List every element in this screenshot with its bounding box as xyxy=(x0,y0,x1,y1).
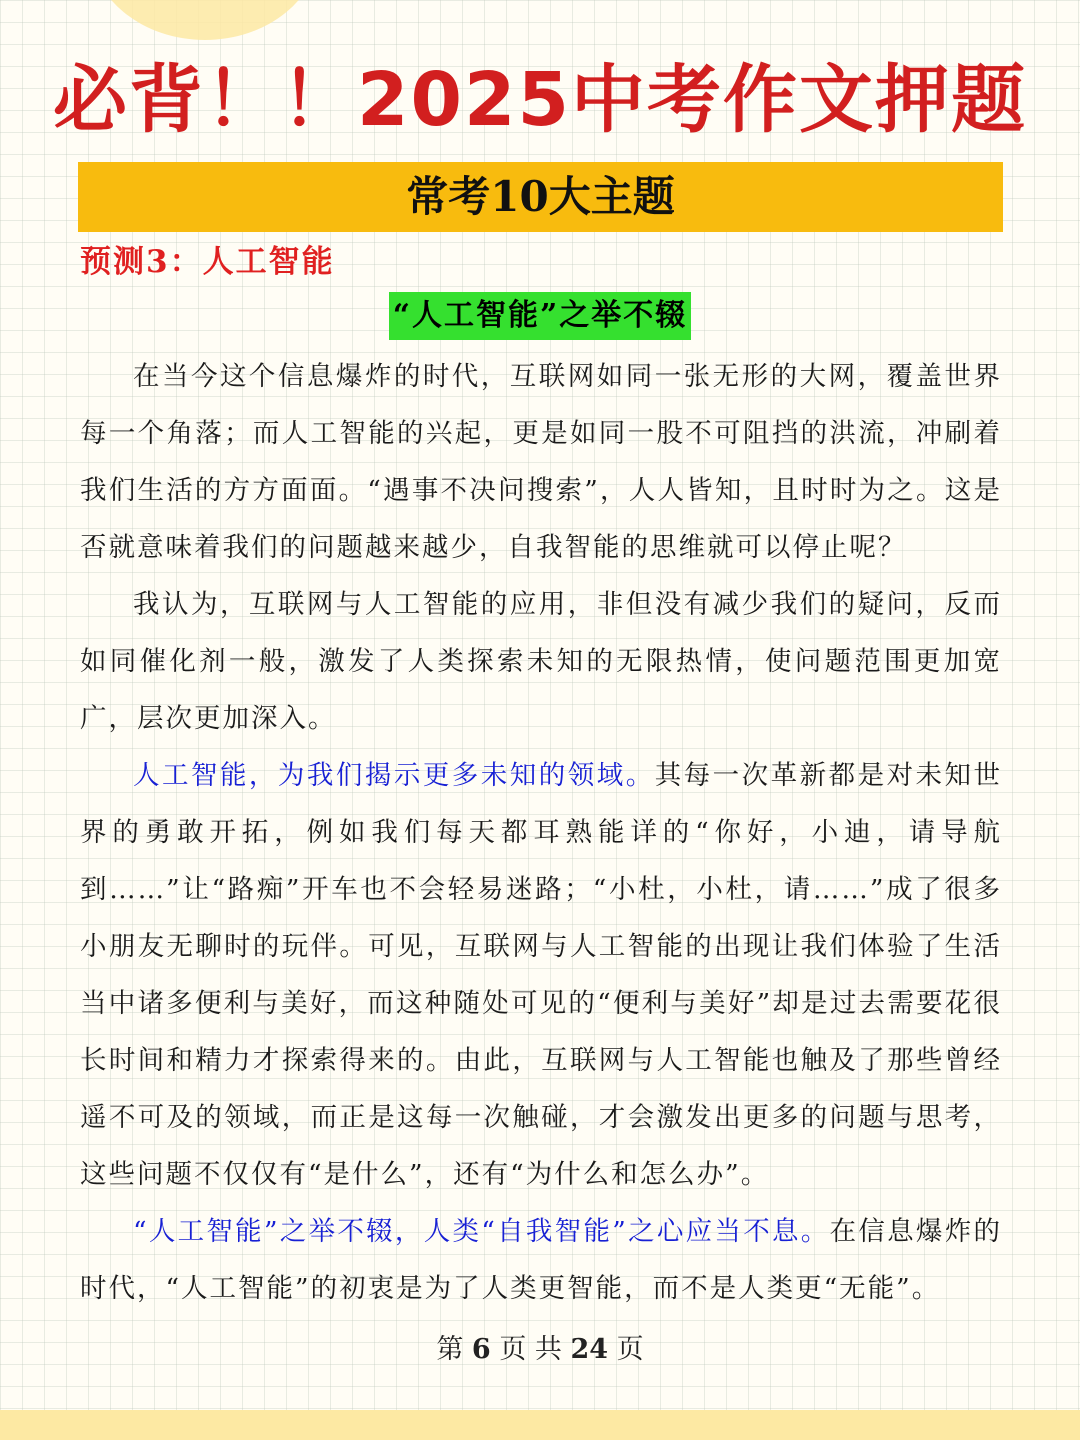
footer-total-pages: 24 xyxy=(570,1334,609,1365)
essay-body xyxy=(80,348,1002,1317)
footer-post: 页 xyxy=(616,1334,644,1365)
paragraph-4 xyxy=(80,1203,1002,1317)
footer-mid: 页 共 xyxy=(499,1334,562,1365)
paragraph-3 xyxy=(80,747,1002,1203)
paragraph-4-highlight: “人工智能”之举不辍，人类“自我智能”之心应当不息。 xyxy=(133,1216,830,1247)
paragraph-3-highlight: 人工智能，为我们揭示更多未知的领域。 xyxy=(133,760,655,791)
page-footer xyxy=(0,1328,1080,1372)
essay-title-wrap xyxy=(0,292,1080,340)
paragraph-3-text: 其每一次革新都是对未知世界的勇敢开拓，例如我们每天都耳熟能详的“你好，小迪，请导航到……”让“路痴”开车也不会轻易迷路；“小杜，小杜，请……”成了很多小朋友无聊时的玩伴。可见，互联网与人工智能的出现让我们体验了生活当中诸多便利与美好，而这种随处可见的“便利与美好”却是过去需要花很长时间和精力才探索得来的。由此，互联网与人工智能也触及了那些曾经遥不可及的领域，而正是这每一次触碰，才会激发出更多的问题与思考，这些问题不仅仅有“是什么”，还有“为什么和怎么办”。 xyxy=(80,760,1003,1190)
theme-banner: 常考10大主题 xyxy=(78,162,1003,232)
decorative-blob xyxy=(90,0,320,40)
paragraph-2: 我认为，互联网与人工智能的应用，非但没有减少我们的疑问，反而如同催化剂一般，激发了人类探索未知的无限热情，使问题范围更加宽广，层次更加深入。 xyxy=(80,589,1002,734)
essay-title: “人工智能”之举不辍 xyxy=(389,292,692,340)
footer-current-page: 6 xyxy=(471,1334,491,1365)
section-label: 预测3：人工智能 xyxy=(80,244,335,280)
paragraph-4-text: 在信息爆炸的时代，“人工智能”的初衷是为了人类更智能，而不是人类更“无能”。 xyxy=(80,1216,1002,1304)
paragraph-1: 在当今这个信息爆炸的时代，互联网如同一张无形的大网，覆盖世界每一个角落；而人工智能的兴起，更是如同一股不可阻挡的洪流，冲刷着我们生活的方方面面。“遇事不决问搜索”，人人皆知，且时时为之。这是否就意味着我们的问题越来越少，自我智能的思维就可以停止呢？ xyxy=(80,361,1002,563)
bottom-stripe xyxy=(0,1410,1080,1440)
page-title: 必背！！2025中考作文押题 xyxy=(53,57,1027,143)
footer-pre: 第 xyxy=(436,1334,464,1365)
